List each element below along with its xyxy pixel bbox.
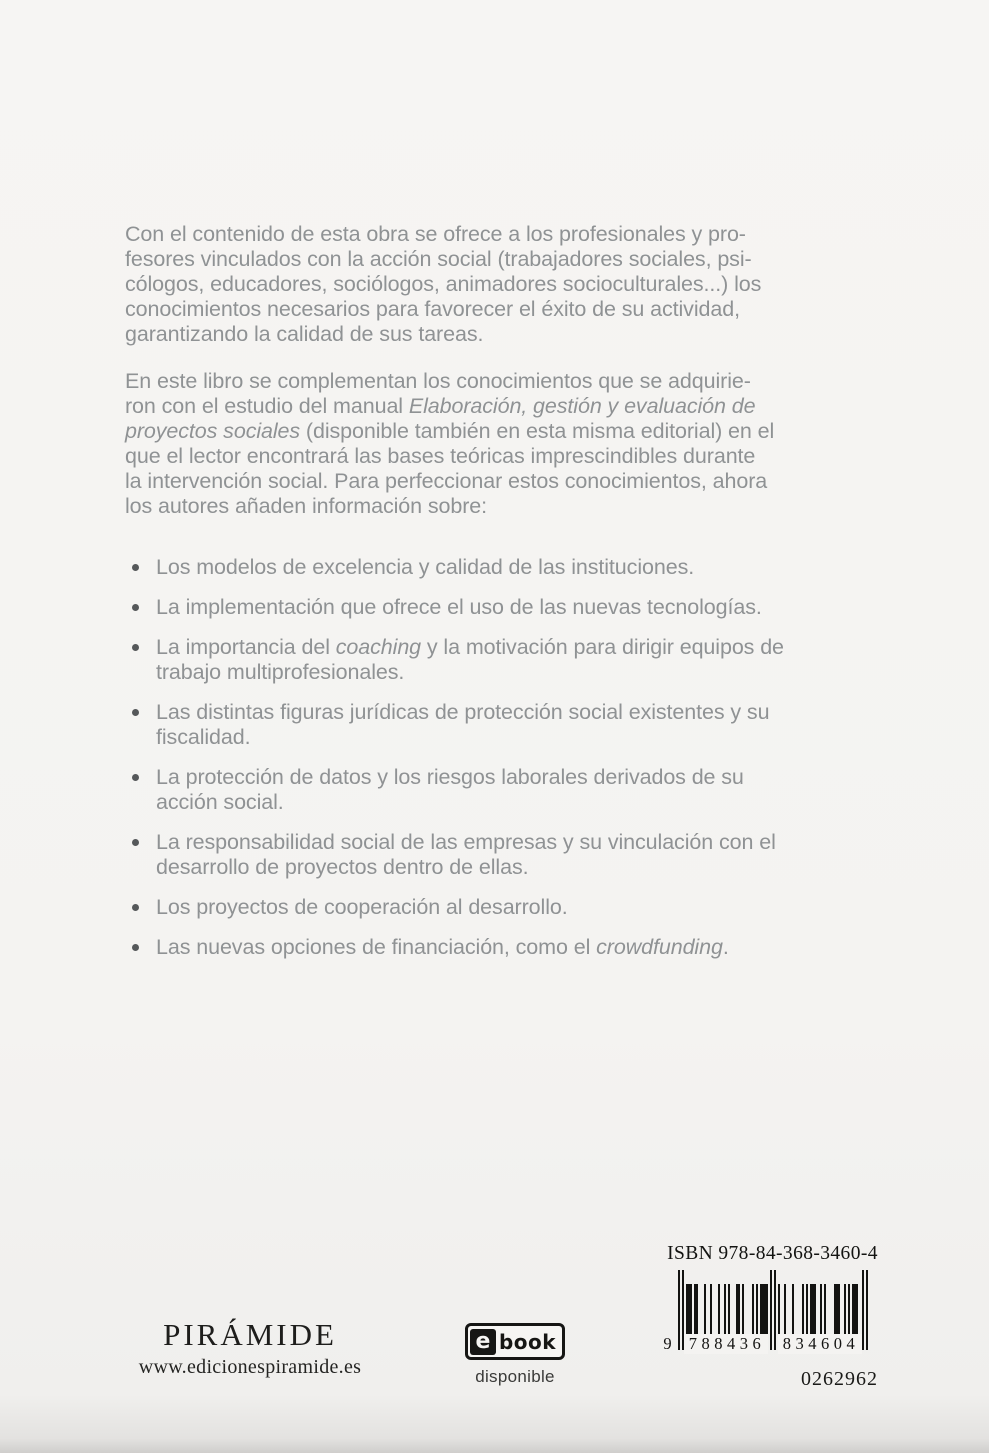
text-line: que el lector encontrará las bases teóricas imprescindibles durante — [125, 444, 756, 468]
text-run: La importancia del — [156, 635, 336, 659]
text-line — [125, 419, 875, 444]
text-line: cólogos, educadores, sociólogos, animadores socioculturales...) los — [125, 272, 762, 296]
publisher-url: www.edicionespiramide.es — [138, 1356, 362, 1378]
text-run: fiscalidad. — [156, 725, 251, 749]
list-item — [125, 830, 875, 880]
isbn-block — [655, 1243, 890, 1391]
text-run: Las distintas figuras jurídicas de protección social existentes y su — [156, 700, 770, 724]
bullet-icon — [132, 944, 139, 951]
text-line: conocimientos necesarios para favorecer el éxito de su actividad, — [125, 297, 740, 321]
topics-list — [125, 555, 875, 960]
bullet-icon — [132, 774, 139, 781]
ebook-e-icon: e — [470, 1329, 496, 1355]
list-item — [125, 555, 875, 580]
text-run: (disponible también en esta misma editorial) en el — [300, 419, 775, 443]
product-code: 0262962 — [801, 1368, 878, 1390]
list-item — [125, 635, 875, 685]
text-run: trabajo multiprofesionales. — [156, 660, 405, 684]
bullet-icon — [132, 564, 139, 571]
ebook-availability-label: disponible — [475, 1367, 555, 1386]
list-item — [125, 895, 875, 920]
ean13-barcode — [663, 1270, 868, 1356]
italic-term: crowdfunding — [596, 935, 723, 959]
bullet-icon — [132, 604, 139, 611]
list-item-text: Los modelos de excelencia y calidad de las instituciones. — [156, 555, 695, 579]
text-line: Con el contenido de esta obra se ofrece a los profesionales y pro- — [125, 222, 746, 246]
text-line: fesores vinculados con la acción social (trabajadores sociales, psi- — [125, 247, 752, 271]
ebook-logo — [465, 1323, 565, 1360]
list-item-text: La implementación que ofrece el uso de las nuevas tecnologías. — [156, 595, 762, 619]
isbn-number: ISBN 978-84-368-3460-4 — [667, 1243, 878, 1264]
ebook-book-label: book — [498, 1329, 557, 1354]
ebook-logo-block — [452, 1323, 578, 1387]
text-line: garantizando la calidad de sus tareas. — [125, 322, 484, 346]
text-run: La protección de datos y los riesgos laborales derivados de su — [156, 765, 744, 789]
list-item — [125, 595, 875, 620]
list-item-text: Los proyectos de cooperación al desarrollo. — [156, 895, 568, 919]
bullet-icon — [132, 709, 139, 716]
list-item-text — [156, 635, 784, 684]
publisher-logo-block — [130, 1318, 370, 1379]
bullet-icon — [132, 644, 139, 651]
text-line: los autores añaden información sobre: — [125, 494, 488, 518]
back-cover-text — [125, 222, 875, 975]
list-item — [125, 765, 875, 815]
text-line — [125, 394, 875, 419]
barcode-digit-group2: 834604 — [778, 1334, 862, 1354]
text-run: y la motivación para dirigir equipos de — [421, 635, 784, 659]
barcode-digit-lead: 9 — [663, 1334, 672, 1353]
italic-book-title: Elaboración, gestión y evaluación de — [408, 394, 756, 418]
text-run: Las nuevas opciones de financiación, como el — [156, 935, 597, 959]
text-run: ron con el estudio del manual — [125, 394, 409, 418]
text-line: En este libro se complementan los conocimientos que se adquirie- — [125, 369, 751, 393]
bullet-icon — [132, 839, 139, 846]
list-item — [125, 935, 875, 960]
publisher-logo: PIRÁMIDE — [163, 1317, 337, 1352]
text-run: La responsabilidad social de las empresas y su vinculación con el — [156, 830, 776, 854]
second-paragraph — [125, 369, 875, 519]
text-run: . — [722, 935, 729, 959]
text-run: desarrollo de proyectos dentro de ellas. — [156, 855, 529, 879]
list-item-text — [156, 935, 729, 959]
bullet-icon — [132, 904, 139, 911]
text-run: acción social. — [156, 790, 284, 814]
list-item-text — [156, 700, 769, 749]
list-item-text — [156, 830, 776, 879]
italic-term: coaching — [335, 635, 422, 659]
barcode-digit-group1: 788436 — [684, 1334, 768, 1354]
text-line: la intervención social. Para perfeccionar estos conocimientos, ahora — [125, 469, 768, 493]
intro-paragraph — [125, 222, 875, 347]
italic-book-title: proyectos sociales — [125, 419, 301, 443]
list-item-text — [156, 765, 744, 814]
list-item — [125, 700, 875, 750]
